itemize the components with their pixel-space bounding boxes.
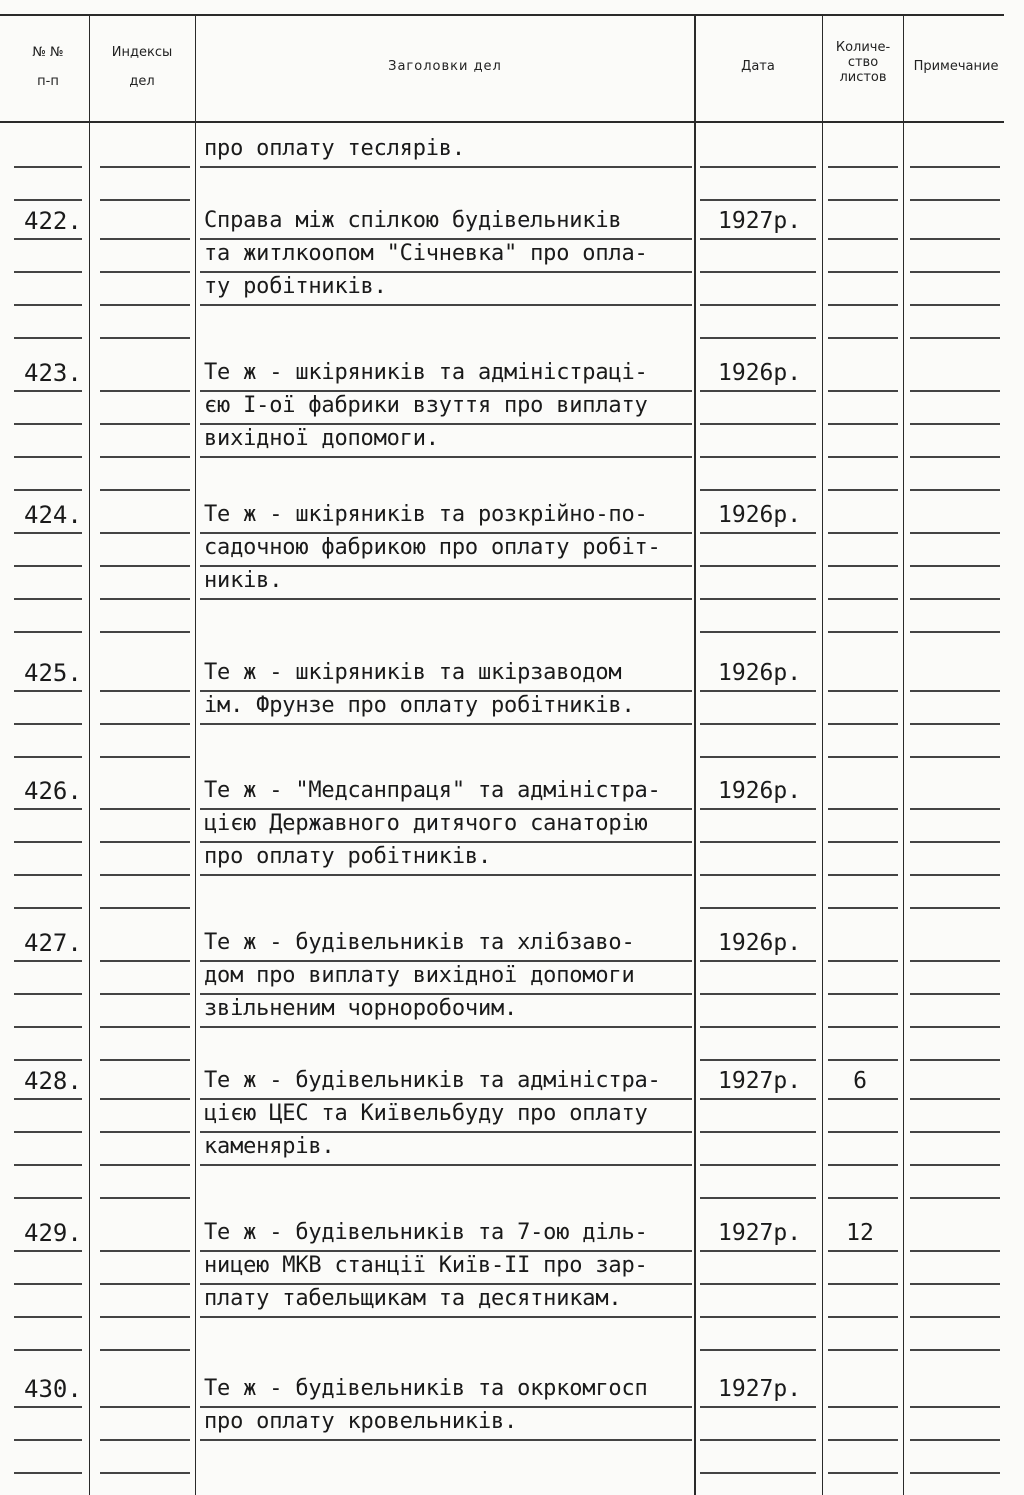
row-title-line: Те ж - будівельників та 7-ою діль-: [204, 1220, 648, 1245]
ruled-line: [700, 631, 816, 633]
ruled-line: [200, 532, 692, 534]
ruled-line: [828, 874, 898, 876]
ruled-line: [828, 532, 898, 534]
ruled-line: [828, 166, 898, 168]
ruled-line: [200, 993, 692, 995]
ruled-line: [828, 390, 898, 392]
header-title: Заголовки дел: [388, 59, 502, 74]
ruled-line: [700, 390, 816, 392]
ruled-line: [828, 1164, 898, 1166]
ruled-line: [828, 1406, 898, 1408]
header-count: Количе- ство листов: [835, 40, 891, 85]
row-number: 429.: [24, 1219, 82, 1247]
ruled-line: [100, 337, 190, 339]
row-count: 6: [853, 1068, 867, 1094]
row-title-line: Те ж - шкіряників та шкірзаводом: [204, 660, 622, 685]
ruled-line: [910, 1197, 1000, 1199]
ruled-line: [828, 304, 898, 306]
ruled-line: [828, 199, 898, 201]
ruled-line: [910, 565, 1000, 567]
ruled-line: [100, 1283, 190, 1285]
ruled-line: [14, 1131, 82, 1133]
ruled-line: [100, 598, 190, 600]
ruled-line: [828, 1131, 898, 1133]
ruled-line: [910, 1026, 1000, 1028]
header-num: [10, 44, 86, 90]
ruled-line: [100, 907, 190, 909]
ruled-line: [14, 631, 82, 633]
ruled-line: [828, 723, 898, 725]
row-title-line: про оплату кровельників.: [204, 1409, 518, 1434]
ruled-line: [910, 808, 1000, 810]
ruled-line: [910, 874, 1000, 876]
ruled-line: [200, 874, 692, 876]
ruled-line: [100, 960, 190, 962]
row-date: 1927р.: [718, 1220, 802, 1246]
ruled-line: [100, 723, 190, 725]
ruled-line: [100, 423, 190, 425]
ruled-line: [14, 1250, 82, 1252]
col-divider-3: [694, 16, 696, 1495]
ruled-line: [200, 1406, 692, 1408]
ruled-line: [14, 756, 82, 758]
ruled-line: [910, 238, 1000, 240]
ruled-line: [14, 1026, 82, 1028]
ruled-line: [700, 960, 816, 962]
ruled-line: [14, 960, 82, 962]
ruled-line: [910, 304, 1000, 306]
col-divider-4: [822, 16, 823, 1495]
ruled-line: [828, 1059, 898, 1061]
ruled-line: [14, 1283, 82, 1285]
row-number: 428.: [24, 1067, 82, 1095]
col-divider-1: [89, 16, 90, 1495]
ruled-line: [14, 808, 82, 810]
ruled-line: [100, 1472, 190, 1474]
ruled-line: [100, 1439, 190, 1441]
ruled-line: [700, 993, 816, 995]
ruled-line: [700, 271, 816, 273]
ruled-line: [700, 166, 816, 168]
ruled-line: [700, 238, 816, 240]
ruled-line: [100, 390, 190, 392]
row-number: 424.: [24, 501, 82, 529]
ruled-line: [910, 690, 1000, 692]
ruled-line: [910, 489, 1000, 491]
ruled-line: [700, 723, 816, 725]
ruled-line: [100, 690, 190, 692]
ruled-line: [910, 390, 1000, 392]
ruled-line: [700, 598, 816, 600]
row-number: 425.: [24, 659, 82, 687]
ruled-line: [910, 631, 1000, 633]
ruled-line: [100, 993, 190, 995]
ruled-line: [100, 756, 190, 758]
ruled-line: [700, 1026, 816, 1028]
ruled-line: [910, 1439, 1000, 1441]
ruled-line: [700, 1059, 816, 1061]
ruled-line: [200, 238, 692, 240]
ruled-line: [14, 166, 82, 168]
ruled-line: [100, 874, 190, 876]
ruled-line: [14, 1098, 82, 1100]
ruled-line: [14, 690, 82, 692]
ruled-line: [14, 390, 82, 392]
ruled-line: [200, 456, 692, 458]
ruled-line: [910, 1059, 1000, 1061]
ruled-line: [828, 456, 898, 458]
ruled-line: [100, 1316, 190, 1318]
row-number: 422.: [24, 207, 82, 235]
ruled-line: [14, 271, 82, 273]
ruled-line: [828, 960, 898, 962]
ruled-line: [700, 690, 816, 692]
ruled-line: [200, 960, 692, 962]
ruled-line: [100, 565, 190, 567]
ruled-line: [700, 1406, 816, 1408]
ruled-line: [700, 1316, 816, 1318]
row-title-line: ників.: [204, 568, 283, 593]
ruled-line: [200, 1098, 692, 1100]
ruled-line: [828, 1316, 898, 1318]
ruled-line: [828, 1472, 898, 1474]
ruled-line: [14, 304, 82, 306]
ruled-line: [700, 489, 816, 491]
ruled-line: [700, 841, 816, 843]
ruled-line: [14, 456, 82, 458]
ruled-line: [200, 1131, 692, 1133]
header-date: Дата: [741, 59, 775, 74]
ruled-line: [910, 723, 1000, 725]
ruled-line: [828, 756, 898, 758]
ruled-line: [14, 1472, 82, 1474]
ruled-line: [100, 304, 190, 306]
row-count: 12: [846, 1220, 874, 1246]
ruled-line: [14, 337, 82, 339]
ruled-line: [100, 532, 190, 534]
ruled-line: [828, 907, 898, 909]
ruled-line: [200, 565, 692, 567]
ruled-line: [100, 489, 190, 491]
ruled-line: [100, 1406, 190, 1408]
row-title-line: ту робітників.: [204, 274, 387, 299]
ruled-line: [100, 1250, 190, 1252]
ruled-line: [700, 1283, 816, 1285]
ruled-line: [100, 1349, 190, 1351]
row-number: 426.: [24, 777, 82, 805]
ruled-line: [14, 1349, 82, 1351]
ruled-line: [14, 993, 82, 995]
row-date: 1926р.: [718, 660, 802, 686]
row-title-line: Те ж - будівельників та окркомгосп: [204, 1376, 648, 1401]
ruled-line: [100, 631, 190, 633]
ruled-line: [14, 423, 82, 425]
ruled-line: [700, 874, 816, 876]
row-title-line: цією ЦЕС та Київельбуду про оплату: [204, 1101, 648, 1126]
ruled-line: [100, 456, 190, 458]
row-title-line: звільненим чорноробочим.: [204, 996, 518, 1021]
ruled-line: [14, 1197, 82, 1199]
ruled-line: [14, 598, 82, 600]
ruled-line: [100, 1131, 190, 1133]
ruled-line: [910, 1250, 1000, 1252]
ruled-line: [828, 1098, 898, 1100]
ruled-line: [828, 993, 898, 995]
ruled-line: [828, 1250, 898, 1252]
ruled-line: [14, 874, 82, 876]
row-date: 1927р.: [718, 208, 802, 234]
ruled-line: [700, 304, 816, 306]
row-title-line: Справа між спілкою будівельників: [204, 208, 622, 233]
ruled-line: [828, 690, 898, 692]
row-title-line: вихідної допомоги.: [204, 426, 439, 451]
row-title-line: плату табельщикам та десятникам.: [204, 1286, 622, 1311]
ruled-line: [14, 1059, 82, 1061]
ruled-line: [200, 304, 692, 306]
ruled-line: [700, 337, 816, 339]
ruled-line: [828, 598, 898, 600]
ruled-line: [828, 1283, 898, 1285]
ruled-line: [14, 565, 82, 567]
ruled-line: [910, 199, 1000, 201]
ruled-line: [14, 532, 82, 534]
ruled-line: [910, 1131, 1000, 1133]
ruled-line: [100, 271, 190, 273]
ruled-line: [910, 1316, 1000, 1318]
ruled-line: [100, 1164, 190, 1166]
ruled-line: [828, 1026, 898, 1028]
ruled-line: [14, 1406, 82, 1408]
row-title-line: ім. Фрунзе про оплату робітників.: [204, 693, 635, 718]
ruled-line: [910, 993, 1000, 995]
ruled-line: [700, 1250, 816, 1252]
ruled-line: [14, 841, 82, 843]
ruled-line: [910, 960, 1000, 962]
ruled-line: [700, 532, 816, 534]
ruled-line: [100, 238, 190, 240]
ruled-line: [700, 565, 816, 567]
ruled-line: [100, 1059, 190, 1061]
ruled-line: [700, 1164, 816, 1166]
ruled-line: [200, 723, 692, 725]
ruled-line: [100, 166, 190, 168]
ruled-line: [200, 390, 692, 392]
ruled-line: [910, 1164, 1000, 1166]
ruled-line: [200, 598, 692, 600]
row-date: 1926р.: [718, 502, 802, 528]
ruled-line: [14, 489, 82, 491]
ruled-line: [200, 1026, 692, 1028]
row-title-line: каменярів.: [204, 1134, 335, 1159]
row-title-line: дом про виплату вихідної допомоги: [204, 963, 635, 988]
ruled-line: [700, 456, 816, 458]
ruled-line: [200, 1439, 692, 1441]
col-divider-5: [903, 16, 904, 1495]
row-title-line: єю І-ої фабрики взуття про виплату: [204, 393, 648, 418]
row-date: 1926р.: [718, 930, 802, 956]
ruled-line: [910, 423, 1000, 425]
row-title-line: ницею МКВ станції Київ-II про зар-: [204, 1253, 648, 1278]
ruled-line: [14, 723, 82, 725]
ruled-line: [200, 1283, 692, 1285]
row-title-line: та житлкоопом "Січневка" про опла-: [204, 241, 648, 266]
ruled-line: [828, 808, 898, 810]
ruled-line: [910, 1406, 1000, 1408]
ruled-line: [200, 841, 692, 843]
row-title-line: Те ж - "Медсанпраця" та адміністра-: [204, 778, 661, 803]
row-date: 1927р.: [718, 1068, 802, 1094]
ruled-line: [200, 1250, 692, 1252]
row-title-line: Те ж - будівельників та адміністра-: [204, 1068, 661, 1093]
ruled-line: [910, 1349, 1000, 1351]
ruled-line: [910, 1098, 1000, 1100]
ruled-line: [700, 808, 816, 810]
ruled-line: [828, 841, 898, 843]
row-title-line: про оплату робітників.: [204, 844, 491, 869]
ruled-line: [910, 271, 1000, 273]
header-index-top: Индексы: [111, 45, 173, 60]
ruled-line: [700, 1098, 816, 1100]
ruled-line: [700, 423, 816, 425]
ruled-line: [910, 532, 1000, 534]
ruled-line: [700, 199, 816, 201]
row-number: 427.: [24, 929, 82, 957]
ruled-line: [910, 598, 1000, 600]
ruled-line: [828, 1197, 898, 1199]
ruled-line: [14, 238, 82, 240]
row-title-line: Те ж - шкіряників та розкрійно-по-: [204, 502, 648, 527]
ruled-line: [200, 1316, 692, 1318]
ruled-line: [100, 808, 190, 810]
ruled-line: [700, 1472, 816, 1474]
top-border: [0, 14, 1004, 16]
ruled-line: [828, 423, 898, 425]
ruled-line: [700, 1131, 816, 1133]
ruled-line: [200, 1164, 692, 1166]
ruled-line: [200, 808, 692, 810]
ruled-line: [828, 565, 898, 567]
ruled-line: [828, 238, 898, 240]
header-bottom-rule: [0, 121, 1004, 123]
ruled-line: [910, 841, 1000, 843]
ruled-line: [100, 1026, 190, 1028]
ruled-line: [910, 456, 1000, 458]
row-title-line: Те ж - шкіряників та адміністраці-: [204, 360, 648, 385]
ruled-line: [700, 1439, 816, 1441]
row-date: 1927р.: [718, 1376, 802, 1402]
ruled-line: [100, 1098, 190, 1100]
header-index: [92, 44, 192, 90]
ruled-line: [828, 271, 898, 273]
ruled-line: [200, 690, 692, 692]
ruled-line: [14, 1164, 82, 1166]
ruled-line: [828, 489, 898, 491]
row-title-line: садочною фабрикою про оплату робіт-: [204, 535, 661, 560]
row-title-line: про оплату теслярів.: [204, 136, 465, 161]
header-num-top: № №: [32, 45, 64, 60]
ruled-line: [200, 166, 692, 168]
ruled-line: [100, 199, 190, 201]
ruled-line: [910, 756, 1000, 758]
ruled-line: [700, 756, 816, 758]
ruled-line: [100, 841, 190, 843]
ruled-line: [910, 1283, 1000, 1285]
col-divider-2: [195, 16, 196, 1495]
ruled-line: [14, 907, 82, 909]
header-num-bottom: п-п: [37, 74, 59, 89]
ruled-line: [910, 907, 1000, 909]
header-note: Примечание: [913, 59, 999, 74]
ruled-line: [100, 1197, 190, 1199]
row-number: 430.: [24, 1375, 82, 1403]
row-title-line: цією Державного дитячого санаторію: [204, 811, 648, 836]
ruled-line: [828, 337, 898, 339]
row-date: 1926р.: [718, 778, 802, 804]
ruled-line: [200, 423, 692, 425]
row-date: 1926р.: [718, 360, 802, 386]
ruled-line: [828, 1349, 898, 1351]
ruled-line: [700, 907, 816, 909]
ruled-line: [910, 337, 1000, 339]
row-number: 423.: [24, 359, 82, 387]
ruled-line: [700, 1197, 816, 1199]
ruled-line: [700, 1349, 816, 1351]
ruled-line: [910, 1472, 1000, 1474]
ruled-line: [910, 166, 1000, 168]
header-index-bottom: дел: [129, 74, 155, 89]
ruled-line: [828, 631, 898, 633]
ruled-line: [14, 1439, 82, 1441]
ruled-line: [200, 271, 692, 273]
ruled-line: [14, 1316, 82, 1318]
ruled-line: [14, 199, 82, 201]
ruled-line: [828, 1439, 898, 1441]
row-title-line: Те ж - будівельників та хлібзаво-: [204, 930, 635, 955]
